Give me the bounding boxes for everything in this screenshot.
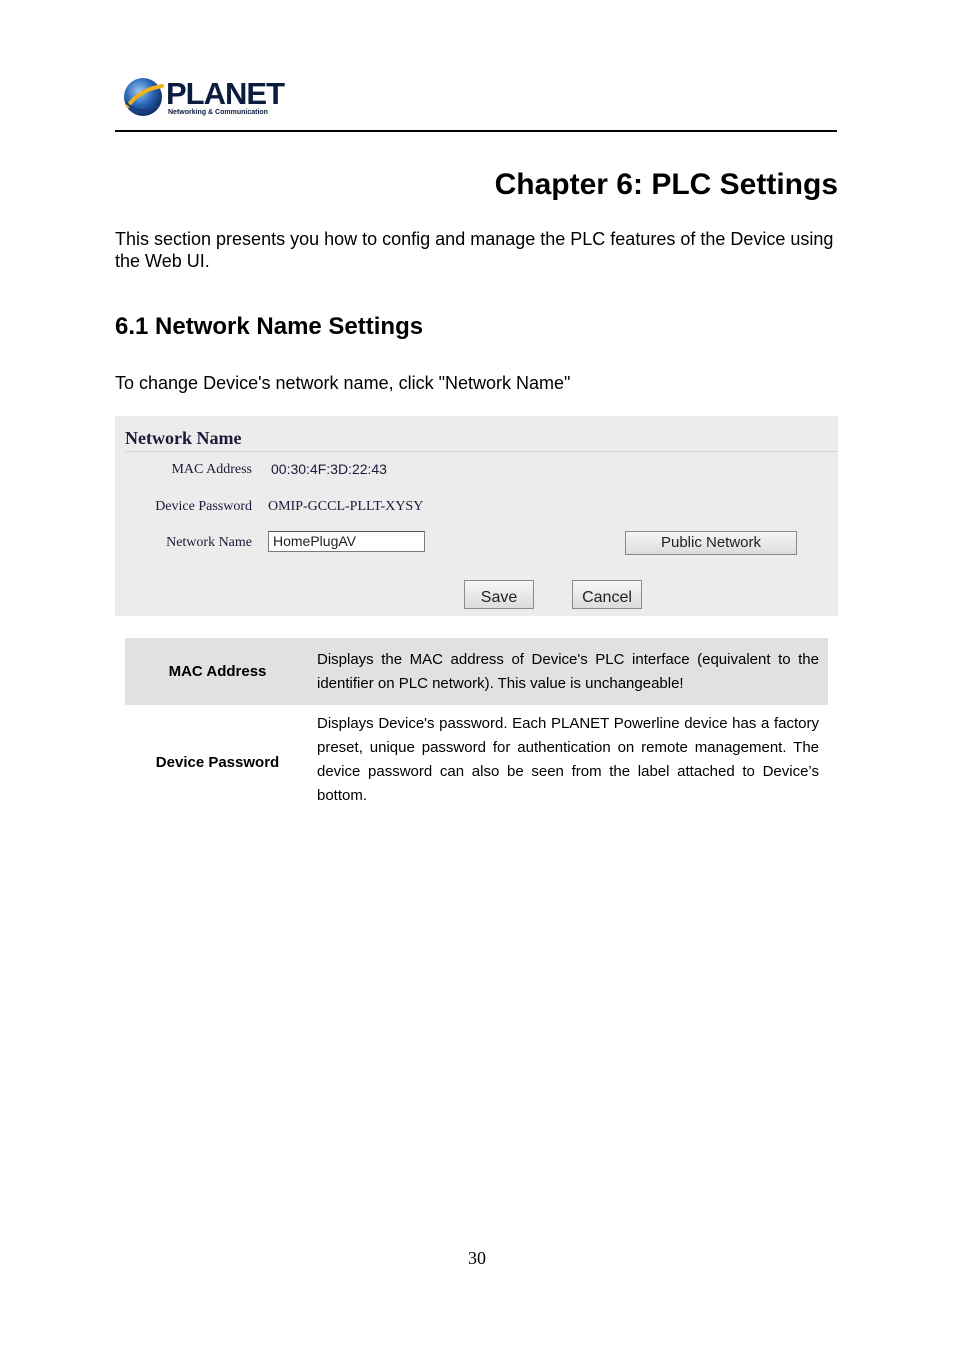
page-number: 30 (468, 1248, 486, 1268)
logo-tagline: Networking & Communication (168, 109, 268, 116)
panel-title: Network Name (125, 428, 242, 448)
network-name-label: Network Name (166, 535, 252, 550)
table-row (125, 705, 828, 815)
planet-logo (122, 76, 292, 122)
globe-icon (122, 76, 164, 118)
device-password-label: Device Password (155, 499, 252, 514)
panel-divider (125, 451, 838, 452)
header-divider (115, 130, 837, 132)
term-device-password: Device Password (155, 753, 280, 771)
instruction-text: To change Device's network name, click "Network Name" (115, 373, 571, 393)
network-name-panel (115, 416, 838, 616)
mac-address-value: 00:30:4F:3D:22:43 (271, 461, 387, 477)
save-button[interactable]: Save (464, 580, 534, 609)
section-title: 6.1 Network Name Settings (115, 313, 424, 340)
network-name-input[interactable]: HomePlugAV (268, 531, 425, 552)
public-network-button[interactable]: Public Network (625, 531, 797, 555)
intro-paragraph: This section presents you how to config and manage the PLC features of the Device using the Web UI. (115, 229, 834, 271)
definition-device-password: Displays Device's password. Each PLANET Powerline device has a factory preset, unique password for authentication on remote management. The device password can also be seen from the label attached to Device’s bottom. (317, 715, 819, 804)
description-table (125, 638, 828, 815)
device-password-value: OMIP-GCCL-PLLT-XYSY (268, 499, 424, 514)
term-mac-address: MAC Address (125, 638, 310, 705)
cancel-button[interactable]: Cancel (572, 580, 642, 609)
mac-address-label: MAC Address (171, 462, 252, 477)
definition-mac-address: Displays the MAC address of Device's PLC interface (equivalent to the identifier on PLC network). This value is unchangeable! (310, 638, 828, 705)
chapter-title: Chapter 6: PLC Settings (494, 168, 838, 201)
table-row (125, 638, 828, 705)
logo-wordmark: PLANET (166, 76, 284, 111)
